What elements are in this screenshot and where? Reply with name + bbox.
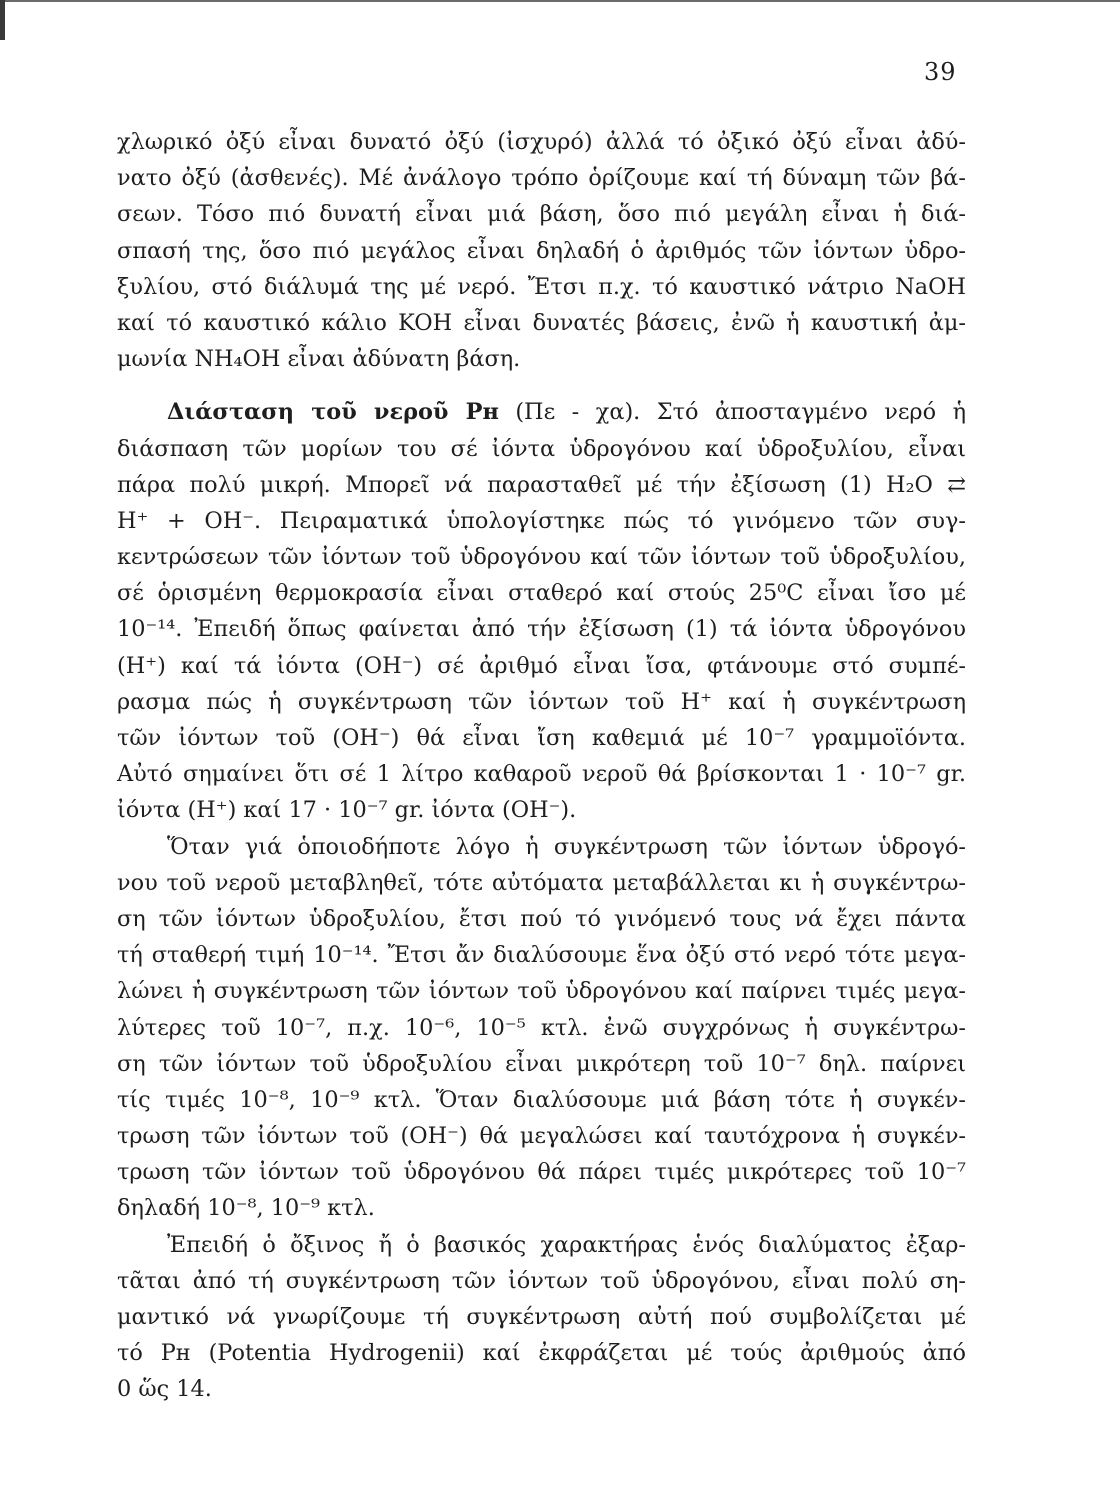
text-line: διάσπαση τῶν μορίων του σέ ἰόντα ὑδρογόνου καί ὑδροξυλίου, εἶναι xyxy=(117,435,966,462)
text-line: μωνία NH₄OH εἶναι ἀδύνατη βάση. xyxy=(117,346,521,373)
text-line: H⁺ + OH⁻. Πειραματικά ὑπολογίστηκε πώς τό γινόμενο τῶν συγ- xyxy=(117,507,966,534)
text-line: ρασμα πώς ἡ συγκέντρωση τῶν ἰόντων τοῦ H⁺ καί ἡ συγκέντρωση xyxy=(117,688,966,715)
text-line: ση τῶν ἰόντων τοῦ ὑδροξυλίου εἶναι μικρότερη τοῦ 10⁻⁷ δηλ. παίρνει xyxy=(117,1050,966,1077)
text-line: 10⁻¹⁴. Ἐπειδή ὅπως φαίνεται ἀπό τήν ἐξίσωση (1) τά ἰόντα ὑδρογόνου xyxy=(117,616,966,643)
text-line: νου τοῦ νεροῦ μεταβληθεῖ, τότε αὐτόματα μεταβάλλεται κι ἡ συγκέντρω- xyxy=(117,869,966,896)
scan-edge-top xyxy=(0,0,1120,2)
text-line: μαντικό νά γνωρίζουμε τή συγκέντρωση αὐτή πού συμβολίζεται μέ xyxy=(117,1304,966,1330)
text-line: τρωση τῶν ἰόντων τοῦ ὑδρογόνου θά πάρει τιμές μικρότερες τοῦ 10⁻⁷ xyxy=(117,1159,966,1186)
text-line: ση τῶν ἰόντων ὑδροξυλίου, ἔτσι πού τό γινόμενό τους νά ἔχει πάντα xyxy=(117,905,966,932)
text-line: σεων. Τόσο πιό δυνατή εἶναι μιά βάση, ὅσο πιό μεγάλη εἶναι ἡ διά- xyxy=(117,201,966,228)
text-line: δηλαδή 10⁻⁸, 10⁻⁹ κτλ. xyxy=(117,1195,375,1222)
text-line: λώνει ἡ συγκέντρωση τῶν ἰόντων τοῦ ὑδρογόνου καί παίρνει τιμές μεγα- xyxy=(117,978,966,1005)
text-line: ξυλίου, στό διάλυμά της μέ νερό. Ἔτσι π.χ. τό καυστικό νάτριο NaOH xyxy=(117,273,966,300)
text-line: τή σταθερή τιμή 10⁻¹⁴. Ἔτσι ἄν διαλύσουμε ἕνα ὀξύ στό νερό τότε μεγα- xyxy=(117,942,966,969)
text-line: τό Pн (Potentia Hydrogenii) καί ἐκφράζεται μέ τούς ἀριθμούς ἀπό xyxy=(117,1340,966,1367)
text-line: σέ ὁρισμένη θερμοκρασία εἶναι σταθερό καί στούς 25⁰C εἶναι ἴσο μέ xyxy=(117,580,966,607)
text-line: Αὐτό σημαίνει ὅτι σέ 1 λίτρο καθαροῦ νεροῦ θά βρίσκονται 1 · 10⁻⁷ gr. xyxy=(117,761,966,788)
text-line: Ἐπειδή ὁ ὄξινος ἤ ὁ βασικός χαρακτήρας ἑνός διαλύματος ἐξαρ- xyxy=(167,1231,966,1258)
text-line: τᾶται ἀπό τή συγκέντρωση τῶν ἰόντων τοῦ ὑδρογόνου, εἶναι πολύ ση- xyxy=(117,1267,966,1294)
text-line: χλωρικό ὀξύ εἶναι δυνατό ὀξύ (ἰσχυρό) ἀλλά τό ὀξικό ὀξύ εἶναι ἀδύ- xyxy=(117,129,966,155)
text-line: κεντρώσεων τῶν ἰόντων τοῦ ὑδρογόνου καί τῶν ἰόντων τοῦ ὑδροξυλίου, xyxy=(117,544,966,571)
heading-continuation: (Πε - χα). Στό ἀποσταγμένο νερό ἡ xyxy=(498,399,966,426)
text-line: τῶν ἰόντων τοῦ (OH⁻) θά εἶναι ἴση καθεμιά μέ 10⁻⁷ γραμμοϊόντα. xyxy=(117,725,966,751)
section-heading: Διάσταση τοῦ νεροῦ Pн xyxy=(167,399,499,426)
text-line: τρωση τῶν ἰόντων τοῦ (OH⁻) θά μεγαλώσει καί ταυτόχρονα ἡ συγκέν- xyxy=(117,1123,966,1150)
page-body xyxy=(117,124,966,1408)
text-line: καί τό καυστικό κάλιο KOH εἶναι δυνατές βάσεις, ἐνῶ ἡ καυστική ἀμ- xyxy=(117,309,966,336)
text-line: σπασή της, ὅσο πιό μεγάλος εἶναι δηλαδή ὁ ἀριθμός τῶν ἰόντων ὑδρο- xyxy=(117,237,966,264)
page-number: 39 xyxy=(924,58,957,86)
scan-edge-left xyxy=(0,0,5,40)
text-line: ἰόντα (H⁺) καί 17 · 10⁻⁷ gr. ἰόντα (OH⁻). xyxy=(117,797,577,824)
text-line: 0 ὥς 14. xyxy=(117,1376,212,1403)
text-line: πάρα πολύ μικρή. Μπορεῖ νά παρασταθεῖ μέ τήν ἐξίσωση (1) H₂O ⇄ xyxy=(117,471,966,498)
section-heading-line xyxy=(117,394,966,430)
text-line: Ὅταν γιά ὁποιοδήποτε λόγο ἡ συγκέντρωση τῶν ἰόντων ὑδρογό- xyxy=(167,833,966,860)
text-line: (H⁺) καί τά ἰόντα (OH⁻) σέ ἀριθμό εἶναι ἴσα, φτάνουμε στό συμπέ- xyxy=(117,652,966,679)
text-line: νατο ὀξύ (ἀσθενές). Μέ ἀνάλογο τρόπο ὁρίζουμε καί τή δύναμη τῶν βά- xyxy=(117,165,966,192)
text-line: τίς τιμές 10⁻⁸, 10⁻⁹ κτλ. Ὅταν διαλύσουμε μιά βάση τότε ἡ συγκέν- xyxy=(117,1086,966,1113)
text-line: λύτερες τοῦ 10⁻⁷, π.χ. 10⁻⁶, 10⁻⁵ κτλ. ἐνῶ συγχρόνως ἡ συγκέντρω- xyxy=(117,1014,966,1041)
